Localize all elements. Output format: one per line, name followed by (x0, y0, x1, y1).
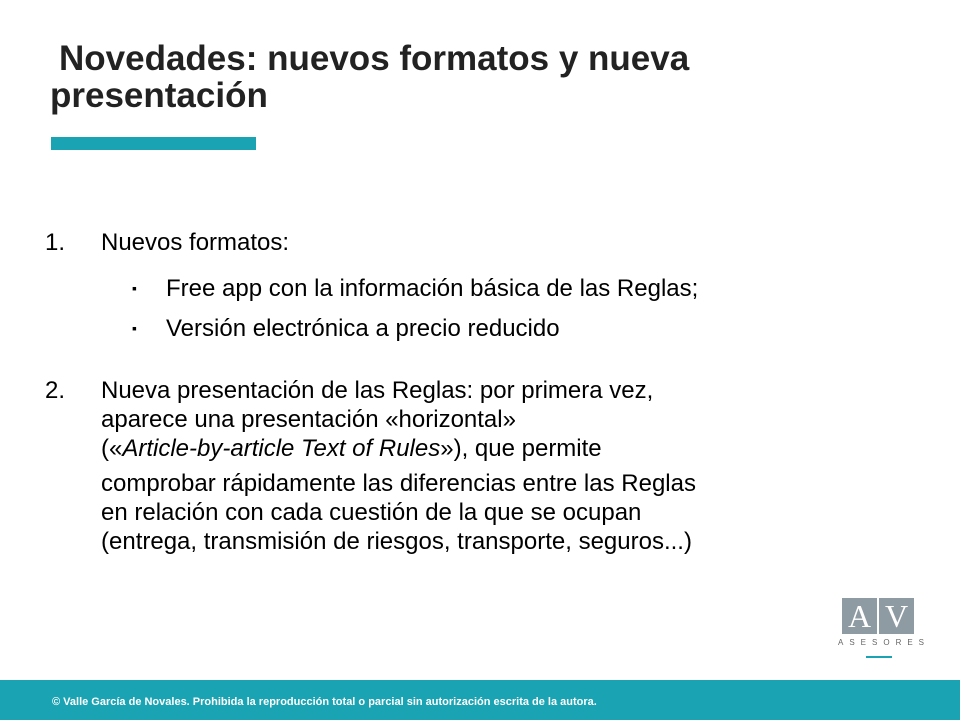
quote-close: »), que permite (440, 435, 602, 462)
logo-subtitle: ASESORES (838, 638, 931, 647)
sub-bullet-1-text: Free app con la información básica de las Reglas; (166, 275, 699, 302)
list-item-2 (45, 376, 925, 586)
list-item-2-line-3 (101, 434, 901, 463)
bullet-square-icon: ▪ (132, 280, 137, 296)
list-item-2-line-6: (entrega, transmisión de riesgos, transporte, seguros...) (101, 528, 692, 555)
list-item-1-number: 1. (45, 229, 66, 256)
logo-underline (866, 656, 892, 658)
slide-title (50, 40, 910, 114)
list-item-2-line-2: aparece una presentación «horizontal» (101, 406, 516, 433)
bullet-square-icon: ▪ (132, 320, 137, 336)
rules-title-italic: Article-by-article Text of Rules (122, 435, 441, 462)
slide-title-line-1: Novedades: nuevos formatos y nueva (59, 39, 690, 78)
list-item-1-text: Nuevos formatos: (101, 229, 290, 256)
logo-letter-a: A (842, 598, 877, 634)
list-item-2-line-5: en relación con cada cuestión de la que se ocupan (101, 499, 642, 526)
list-item-2-number: 2. (45, 377, 66, 404)
footer-bar (0, 680, 960, 720)
title-accent-bar (51, 137, 256, 150)
sub-bullet-2 (132, 314, 912, 344)
list-item-2-line-1: Nueva presentación de las Reglas: por primera vez, (101, 377, 654, 404)
list-item-2-line-4: comprobar rápidamente las diferencias entre las Reglas (101, 470, 696, 497)
logo-letter-v: V (879, 598, 914, 634)
logo-letter-boxes (842, 598, 914, 634)
quote-open: (« (101, 435, 123, 462)
av-asesores-logo (838, 598, 931, 662)
sub-bullet-1 (132, 274, 912, 304)
list-item-2-text (101, 376, 901, 556)
sub-bullet-2-text: Versión electrónica a precio reducido (166, 315, 560, 342)
slide-title-line-2: presentación (50, 76, 268, 115)
list-item-1 (45, 228, 925, 262)
footer-copyright: © Valle García de Novales. Prohibida la reproducción total o parcial sin autorización escrita de la autora. (52, 696, 597, 708)
